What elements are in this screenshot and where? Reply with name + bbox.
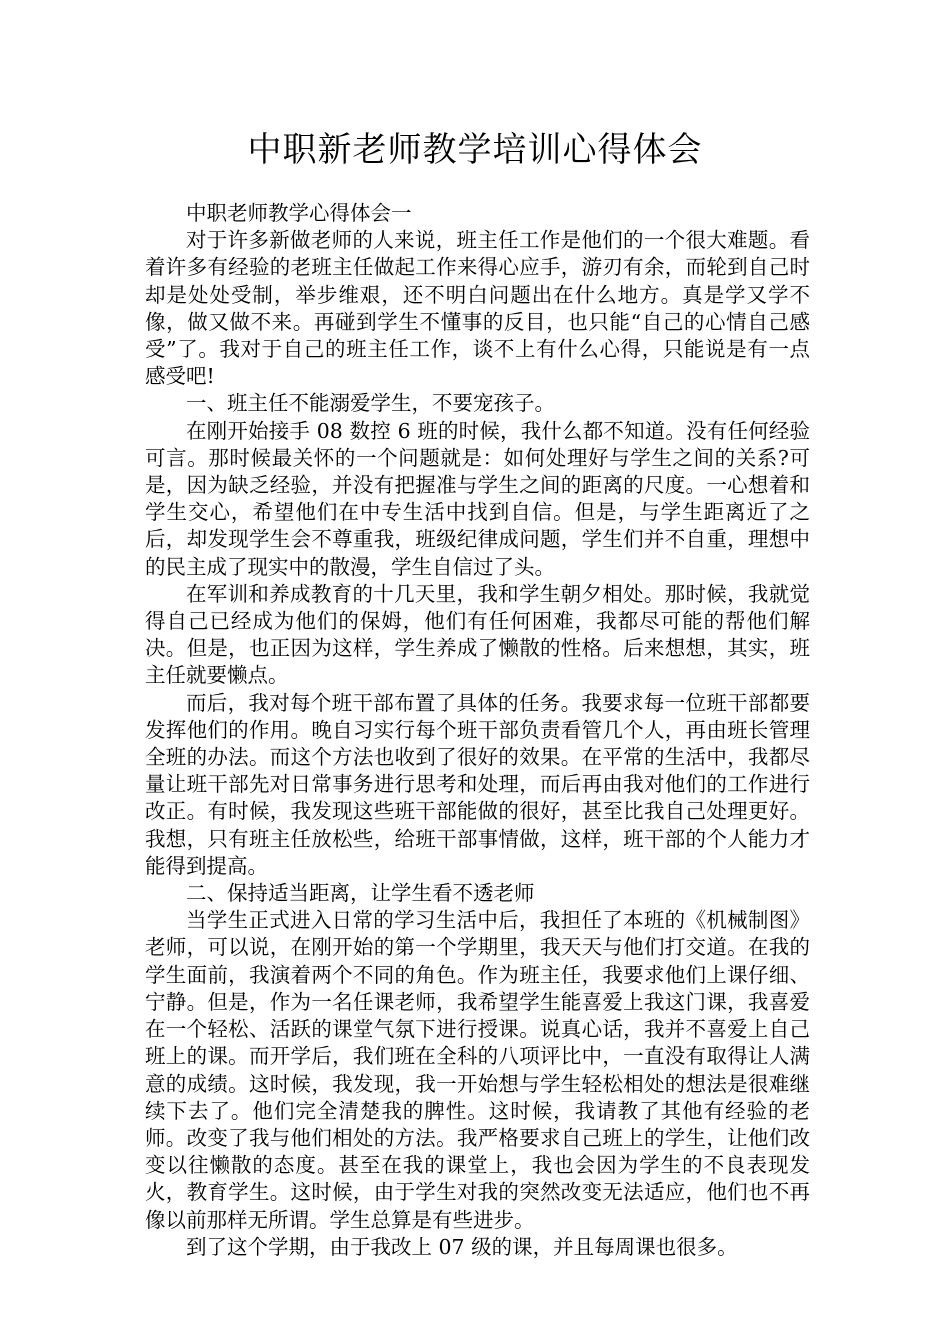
paragraph: 在军训和养成教育的十几天里，我和学生朝夕相处。那时候，我就觉得自己已经成为他们的保姆，他们有任何困难，我都尽可能的帮他们解决。但是，也正因为这样，学生养成了懒散的性格。后来想想，其实，班主任就要懒点。 [145,581,810,688]
section-heading: 二、保持适当距离，让学生看不透老师 [186,881,535,906]
paragraph: 当学生正式进入日常的学习生活中后，我担任了本班的《机械制图》老师，可以说，在刚开始的第一个学期里，我天天与他们打交道。在我的学生面前，我演着两个不同的角色。作为班主任，我要求他们上课仔细、宁静。但是，作为一名任课老师，我希望学生能喜爱上我这门课，我喜爱在一个轻松、活跃的课堂气氛下进行授课。说真心话，我并不喜爱上自己班上的课。而开学后，我们班在全科的八项评比中，一直没有取得让人满意的成绩。这时候，我发现，我一开始想与学生轻松相处的想法是很难继续下去了。他们完全清楚我的脾性。这时候，我请教了其他有经验的老师。改变了我与他们相处的方法。我严格要求自己班上的学生，让他们改变以往懒散的态度。甚至在我的课堂上，我也会因为学生的不良表现发火，教育学生。这时候，由于学生对我的突然改变无法适应，他们也不再像以前那样无所谓。学生总算是有些进步。 [145,908,810,1232]
paragraph: 到了这个学期，由于我改上 07 级的课，并且每周课也很多。 [186,1234,738,1259]
document-title: 中职新老师教学培训心得体会 [247,130,703,170]
paragraph: 而后，我对每个班干部布置了具体的任务。我要求每一位班干部都要发挥他们的作用。晚自习实行每个班干部负责看管几个人，再由班长管理全班的办法。而这个方法也收到了很好的效果。在平常的生活中，我都尽量让班干部先对日常事务进行思考和处理，而后再由我对他们的工作进行改正。有时候，我发现这些班干部能做的很好，甚至比我自己处理更好。我想，只有班主任放松些，给班干部事情做，这样，班干部的个人能力才能得到提高。 [145,690,810,878]
section-heading: 一、班主任不能溺爱学生，不要宠孩子。 [186,391,555,416]
paragraph: 对于许多新做老师的人来说，班主任工作是他们的一个很大难题。看着许多有经验的老班主任做起工作来得心应手，游刃有余，而轮到自己时却是处处受制，举步维艰，还不明白问题出在什么地方。真是学又学不像，做又做不来。再碰到学生不懂事的反目，也只能“自己的心情自己感受”了。我对于自己的班主任工作，谈不上有什么心得，只能说是有一点感受吧! [145,228,810,389]
paragraph: 在刚开始接手 08 数控 6 班的时候，我什么都不知道。没有任何经验可言。那时候最关怀的一个问题就是：如何处理好与学生之间的关系?可是，因为缺乏经验，并没有把握准与学生之间的距离的尺度。一心想着和学生交心，希望他们在中专生活中找到自信。但是，与学生距离近了之后，却发现学生会不尊重我，班级纪律成问题，学生们并不自重，理想中的民主成了现实中的散漫，学生自信过了头。 [145,418,810,579]
section-heading: 中职老师教学心得体会一 [186,201,412,225]
document-body [145,200,810,1261]
